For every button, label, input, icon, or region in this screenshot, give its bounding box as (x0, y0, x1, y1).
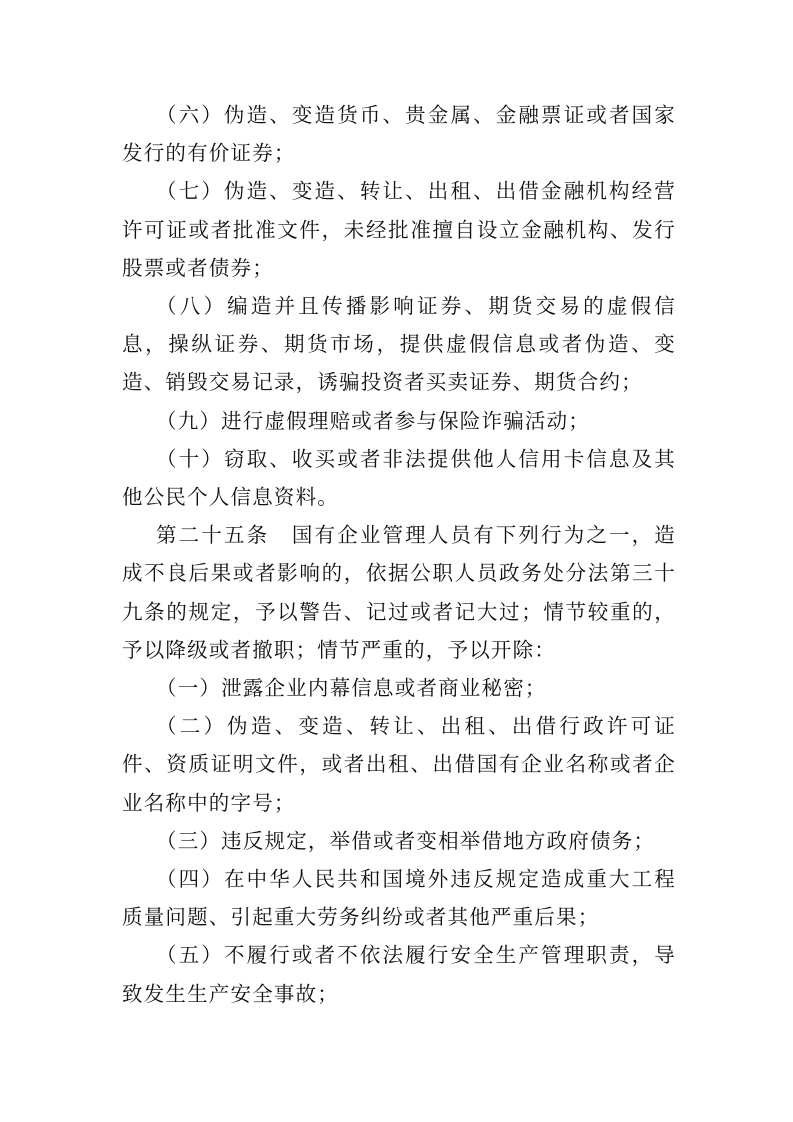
document-page (122, 96, 676, 1013)
paragraph-item-3: （三）违反规定，举借或者变相举借地方政府债务； (156, 828, 656, 853)
paragraph-item-9: （九）进行虚假理赔或者参与保险诈骗活动； (156, 408, 590, 433)
paragraph-item-7: （七）伪造、变造、转让、出租、出借金融机构经营许可证或者批准文件，未经批准擅自设立金融机构、发行股票或者债券； (122, 179, 676, 280)
paragraph-item-2: （二）伪造、变造、转让、出租、出借行政许可证件、资质证明文件，或者出租、出借国有企业名称或者企业名称中的字号； (122, 714, 676, 815)
paragraph-item-8: （八）编造并且传播影响证券、期货交易的虚假信息，操纵证券、期货市场，提供虚假信息或者伪造、变造、销毁交易记录，诱骗投资者买卖证券、期货合约； (122, 294, 676, 395)
paragraph-item-1: （一）泄露企业内幕信息或者商业秘密； (156, 676, 547, 701)
paragraph-item-4: （四）在中华人民共和国境外违反规定造成重大工程质量问题、引起重大劳务纠纷或者其他严重后果； (122, 867, 676, 930)
paragraph-item-10: （十）窃取、收买或者非法提供他人信用卡信息及其他公民个人信息资料。 (122, 446, 676, 510)
paragraph-item-5: （五）不履行或者不依法履行安全生产管理职责，导致发生生产安全事故； (122, 943, 676, 1006)
article-25: 第二十五条 国有企业管理人员有下列行为之一，造成不良后果或者影响的，依据公职人员政务处分法第三十九条的规定，予以警告、记过或者记大过；情节较重的，予以降级或者撤职；情节严重的，予以开除： (122, 523, 676, 662)
paragraph-item-6: （六）伪造、变造货币、贵金属、金融票证或者国家发行的有价证券； (122, 103, 676, 166)
